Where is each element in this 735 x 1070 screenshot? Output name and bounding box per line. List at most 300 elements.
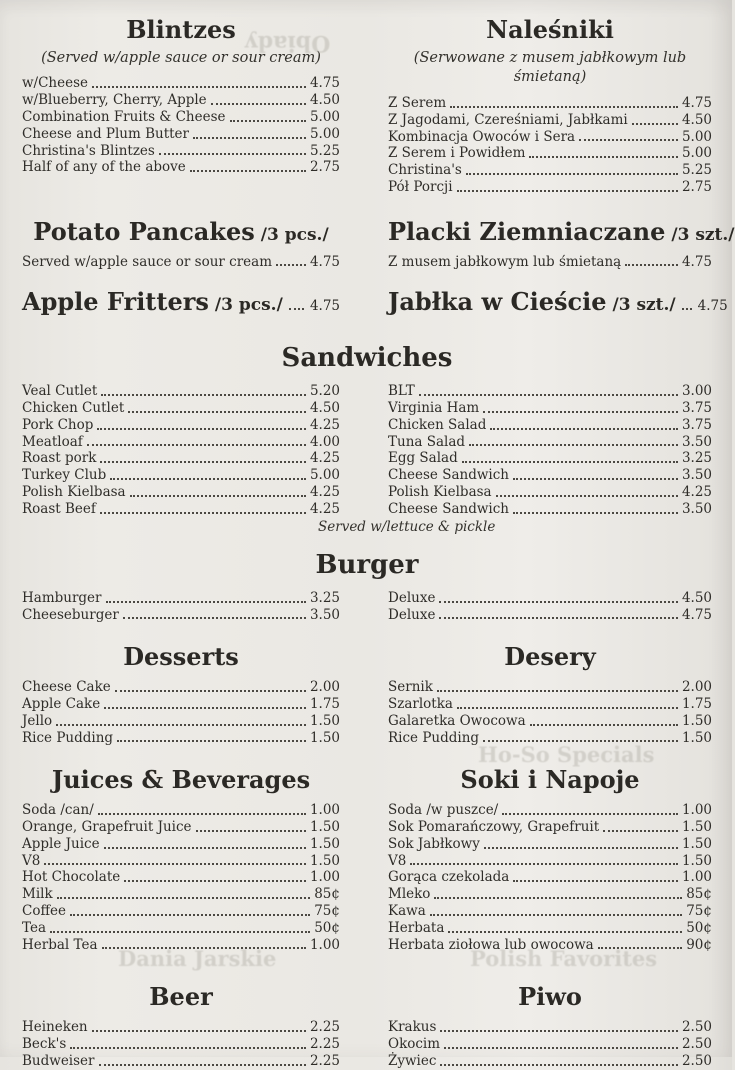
item-price: 1.00 [681,802,712,819]
menu-item [388,179,712,196]
section-title-sandwiches: Sandwiches [281,343,453,374]
menu-content [22,15,735,1070]
dot-leader [410,863,678,865]
dot-leader [70,914,310,916]
menu-item [388,819,712,836]
dot-leader [484,847,678,849]
item-price: 1.75 [681,696,712,713]
dot-leader [513,512,678,514]
dot-leader [123,617,306,619]
item-price: 4.25 [309,416,340,433]
dot-leader [490,428,678,430]
section-potato-pancakes [22,218,340,271]
section-title: Desserts [123,642,239,672]
menu-item [388,886,712,903]
menu-item [22,1053,340,1070]
item-price: 5.00 [681,128,712,145]
menu-item [388,145,712,162]
item-price: 4.50 [681,589,712,606]
item-list [388,679,712,746]
section-footnote: Served w/lettuce & pickle [318,518,496,535]
dot-leader [100,512,306,514]
menu-item [388,937,712,954]
section-header [388,643,712,672]
item-name: Tuna Salad [388,433,466,450]
section-header [388,216,735,247]
item-price: 4.25 [309,450,340,467]
menu-item [388,129,712,146]
section-header [22,288,340,317]
menu-item [22,836,340,853]
dot-leader [117,740,306,742]
dot-leader [124,880,306,882]
dot-leader [276,264,306,266]
menu-item [22,254,340,271]
dot-leader [598,947,683,949]
item-price: 4.25 [681,484,712,501]
item-price: 1.50 [309,852,340,869]
menu-item [22,75,340,92]
section-title: Placki Ziemniaczane [388,216,666,246]
item-price: 5.00 [309,467,340,484]
menu-item [388,836,712,853]
section-sandwiches-columns [22,376,712,517]
item-name: Meatloaf [22,433,83,450]
menu-item [388,679,712,696]
dot-leader [104,847,306,849]
dot-leader [469,444,678,446]
item-price: 1.50 [681,712,712,729]
menu-item [388,484,712,501]
item-price: 1.50 [681,852,712,869]
section-title-burger: Burger [315,549,419,580]
item-price: 2.50 [681,1052,712,1069]
item-name: Combination Fruits & Cheese [22,108,226,125]
dot-leader [439,601,678,603]
section-title: Soki i Napoje [460,765,640,795]
item-name: Galaretka Owocowa [388,712,526,729]
menu-item [22,853,340,870]
dot-leader [101,394,306,396]
menu-item [22,903,340,920]
item-price: 3.75 [681,416,712,433]
dot-leader [439,617,678,619]
item-price: 90¢ [686,936,712,953]
dot-leader [193,137,306,139]
menu-row [22,216,735,271]
section-suffix: /3 pcs./ [260,224,329,245]
item-name: Budweiser [22,1052,95,1069]
item-name: V8 [388,852,407,869]
item-name: Orange, Grapefruit Juice [22,819,192,836]
dot-leader [462,461,678,463]
section-suffix: /3 pcs./ [214,295,283,316]
dot-leader [104,707,306,709]
dot-leader [496,495,678,497]
item-price: 3.50 [681,433,712,450]
bleed-through-text: Polish Favorites [470,946,658,971]
dot-leader [419,394,678,396]
section-header [22,218,340,247]
item-price: 4.50 [309,92,340,109]
dot-leader [115,690,306,692]
dot-leader [440,1064,678,1066]
menu-item [388,501,712,518]
item-name: Sernik [388,679,433,696]
item-price: 1.50 [681,819,712,836]
dot-leader [529,156,678,158]
section-header [22,983,340,1012]
item-list [388,95,712,196]
item-price: 4.75 [309,298,340,315]
section-header [22,643,340,672]
section-header [388,766,712,795]
section-title: Beer [149,982,213,1012]
section-soki-i-napoje [388,766,712,953]
section-desserts [22,643,340,746]
menu-item [388,853,712,870]
item-price: 4.00 [309,433,340,450]
dot-leader [430,914,682,916]
dot-leader [92,86,306,88]
dot-leader [98,813,306,815]
section-title: Jabłka w Cieście [388,287,607,317]
item-list [388,1019,712,1069]
item-name: Apple Cake [22,696,101,713]
item-name: Deluxe [388,589,436,606]
section-header [22,16,340,45]
menu-row [22,16,712,196]
menu-item [388,434,712,451]
item-price: 50¢ [314,919,340,936]
section-desery [388,643,712,746]
section-nale-niki [388,16,712,196]
section-header [22,766,340,795]
item-price: 2.25 [309,1035,340,1052]
item-list [388,802,712,953]
dot-leader [57,897,311,899]
dot-leader [289,308,304,310]
item-name: Sok Jabłkowy [388,835,480,852]
item-price: 5.00 [681,145,712,162]
dot-leader [603,830,678,832]
section-title: Apple Fritters [22,287,209,317]
section-title: Potato Pancakes [33,216,255,246]
menu-item [388,95,712,112]
item-price: 5.25 [309,142,340,159]
item-price: 4.75 [309,75,340,92]
menu-row [22,550,712,624]
item-price: 5.00 [309,125,340,142]
dot-leader [457,707,678,709]
item-price: 4.75 [697,298,728,315]
section-beer [22,983,340,1069]
item-name: Apple Juice [22,835,100,852]
dot-leader [466,173,678,175]
item-price: 4.75 [681,606,712,623]
section-title: Naleśniki [486,15,614,44]
item-list [22,1019,340,1069]
dot-leader [483,411,678,413]
item-price: 3.00 [681,383,712,400]
section-jab-ka-w-cie-cie [388,287,728,317]
item-name: Soda /w puszce/ [388,802,499,819]
item-price: 2.50 [681,1035,712,1052]
dot-leader [513,478,678,480]
item-price: 3.75 [681,400,712,417]
dot-leader [513,880,678,882]
item-name: Rice Pudding [388,729,480,746]
item-price: 2.25 [309,1052,340,1069]
menu-item [22,696,340,713]
item-list [388,254,712,271]
item-name: Gorąca czekolada [388,869,510,886]
item-price: 1.00 [309,869,340,886]
menu-item [388,903,712,920]
menu-item [388,802,712,819]
section-header [388,16,712,45]
dot-leader [502,813,678,815]
item-price: 1.50 [681,729,712,746]
item-price: 5.25 [681,162,712,179]
item-name: Z Serem i Powidłem [388,145,526,162]
item-price: 2.00 [681,679,712,696]
item-name: Kawa [388,903,426,919]
item-name: Virginia Ham [388,400,480,417]
item-price: 75¢ [686,903,712,919]
dot-leader [190,170,306,172]
menu-row [22,766,712,953]
menu-item [388,713,712,730]
menu-item [22,679,340,696]
item-name: Cheese Sandwich [388,500,509,517]
dot-leader [128,411,306,413]
section-juices-beverages [22,766,340,953]
section-placki-ziemniaczane [388,216,735,271]
item-price: 85¢ [686,886,712,903]
item-name: Kombinacja Owoców i Sera [388,128,576,145]
item-price: 50¢ [686,919,712,936]
item-name: Z Jagodami, Czereśniami, Jabłkami [388,111,628,128]
menu-row [22,643,712,746]
menu-item [22,607,340,624]
menu-item [388,254,712,271]
item-price: 2.50 [681,1019,712,1036]
item-name: Herbata ziołowa lub owocowa [388,936,594,953]
menu-item [22,869,340,886]
item-name: Polish Kielbasa [388,484,492,501]
item-name: Herbata [388,919,445,936]
dot-leader [87,444,306,446]
section-piwo [388,983,712,1069]
item-list-right [388,590,712,624]
item-name: Cheeseburger [22,606,119,623]
dot-leader [159,153,306,155]
menu-item [22,1019,340,1036]
menu-item [388,400,712,417]
menu-item [388,590,712,607]
dot-leader [100,461,306,463]
item-price: 4.50 [681,111,712,128]
dot-leader [579,139,678,141]
dot-leader [70,1047,306,1049]
bleed-through-text: Dania Jarskie [118,946,277,971]
dot-leader [682,308,692,310]
item-name: Veal Cutlet [22,383,98,400]
item-name: Z musem jabłkowym lub śmietaną [388,253,622,270]
menu-item [388,467,712,484]
section-header [388,983,712,1012]
section-title: Piwo [518,982,582,1012]
item-list-left [22,383,340,517]
dot-leader [106,601,306,603]
dot-leader [56,724,306,726]
item-name: Coffee [22,903,67,919]
menu-item [22,159,340,176]
dot-leader [44,863,306,865]
item-name: Hot Chocolate [22,869,121,886]
item-name: Chicken Cutlet [22,400,125,417]
dot-leader [530,724,678,726]
item-price: 4.25 [309,500,340,517]
item-price: 4.75 [309,253,340,270]
item-price: 1.50 [309,712,340,729]
item-price: 1.50 [309,819,340,836]
menu-item [22,400,340,417]
item-price: 3.50 [681,467,712,484]
menu-item [388,162,712,179]
item-name: w/Blueberry, Cherry, Apple [22,92,207,109]
item-list [22,802,340,953]
menu-item [22,143,340,160]
menu-item [388,1036,712,1053]
dot-leader [457,190,678,192]
item-name: Chicken Salad [388,416,487,433]
item-name: Soda /can/ [22,802,94,819]
item-name: Roast Beef [22,500,96,517]
menu-item [388,696,712,713]
item-price: 1.00 [309,802,340,819]
menu-item [22,886,340,903]
item-price: 3.50 [309,606,340,623]
dot-leader [211,103,306,105]
item-name: Heineken [22,1019,88,1036]
item-name: Tea [22,919,46,936]
dot-leader [434,897,682,899]
dot-leader [448,931,682,933]
item-price: 3.25 [309,589,340,606]
menu-item [22,920,340,937]
section-subtitle: (Serwowane z musem jabłkowym lub śmietaną) [413,49,687,86]
menu-item [388,869,712,886]
item-name: w/Cheese [22,75,89,92]
item-price: 1.50 [309,729,340,746]
item-price: 4.25 [309,484,340,501]
item-price: 1.00 [309,936,340,953]
menu-item [388,112,712,129]
item-name: V8 [22,852,41,869]
dot-leader [102,947,306,949]
menu-item [388,730,712,747]
item-list [22,75,340,176]
menu-item [22,802,340,819]
item-list-left [22,590,340,624]
item-name: Half of any of the above [22,159,186,176]
dot-leader [230,120,306,122]
menu-item [22,590,340,607]
dot-leader [444,1047,678,1049]
menu-item [22,126,340,143]
dot-leader [110,478,306,480]
bleed-through-text: Ho-So Specials [478,742,655,767]
item-name: Cheese and Plum Butter [22,125,189,142]
section-title: Blintzes [126,15,236,44]
item-name: Roast pork [22,450,97,467]
dot-leader [50,931,310,933]
section-suffix: /3 szt./ [671,224,735,245]
item-list [22,254,340,271]
item-name: Krakus [388,1019,437,1036]
menu-item [22,109,340,126]
item-list-right [388,383,712,517]
item-price: 3.50 [681,500,712,517]
menu-item [22,501,340,518]
dot-leader [92,1030,306,1032]
item-name: Beck's [22,1035,67,1052]
dot-leader [97,428,306,430]
item-price: 1.75 [309,696,340,713]
section-title: Desery [504,642,596,672]
section-subtitle: (Served w/apple sauce or sour cream) [41,49,321,66]
item-price: 2.75 [309,159,340,176]
menu-item [22,434,340,451]
menu-item [22,484,340,501]
item-name: Christina's [388,162,462,179]
dot-leader [437,690,678,692]
menu-row [22,287,728,317]
menu-item [22,937,340,954]
menu-item [22,713,340,730]
dot-leader [196,830,306,832]
menu-item [22,450,340,467]
menu-item [388,417,712,434]
menu-item [388,1019,712,1036]
item-name: Christina's Blintzes [22,142,155,159]
item-price: 2.00 [309,679,340,696]
menu-row [22,343,712,536]
item-name: Served w/apple sauce or sour cream [22,253,273,270]
menu-item [22,92,340,109]
menu-item [22,417,340,434]
section-suffix: /3 szt./ [612,295,676,316]
item-name: Pół Porcji [388,178,453,195]
item-name: Cheese Sandwich [388,467,509,484]
item-name: Egg Salad [388,450,458,467]
item-price: 85¢ [314,886,340,903]
item-price: 75¢ [314,903,340,919]
item-name: Mleko [388,886,431,903]
item-price: 4.75 [681,94,712,111]
menu-item [22,467,340,484]
item-price: 5.20 [309,383,340,400]
menu-item [388,450,712,467]
dot-leader [99,1064,306,1066]
bleed-through-text: Obiady [245,30,331,56]
menu-item [388,383,712,400]
item-name: Z Serem [388,94,447,111]
item-price: 1.50 [681,835,712,852]
item-price: 1.00 [681,869,712,886]
